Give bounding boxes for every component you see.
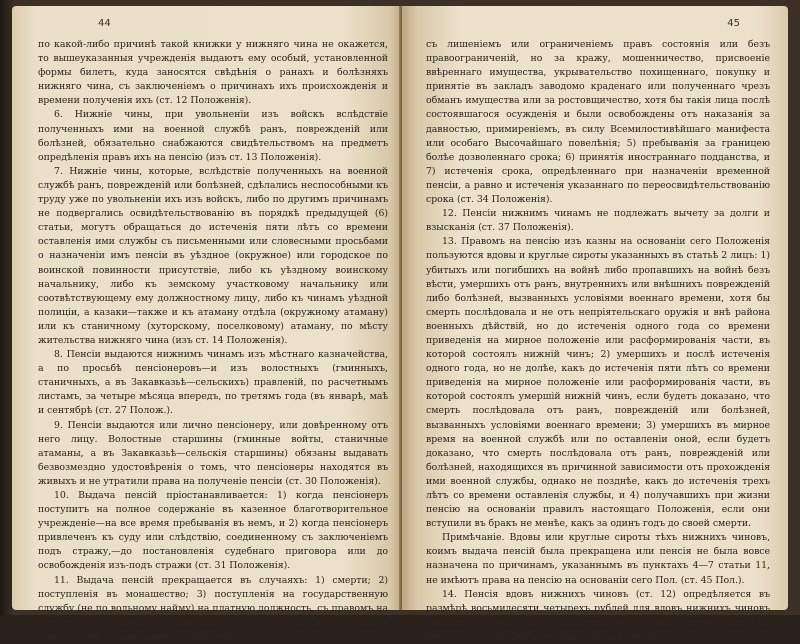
page-number: 45	[727, 18, 740, 29]
paragraph: 12. Пенсіи нижнимъ чинамъ не подлежатъ вычету за долги и взысканія (ст. 37 Положенія).	[426, 208, 770, 234]
paragraph: 10. Выдача пенсій пріостанавливается: 1) когда пенсіонеръ поступитъ на полное содержаніе въ казенное благотворительное учрежденіе—на все время пребыванія въ немъ, и 2) когда пенсіонеръ привлеченъ къ суду или слѣдствію, соединенному съ заключеніемъ подъ стражу,—до постановленія судебнаго приговора или до освобожденія изъ-подъ стражи (ст. 31 Положенія).	[38, 490, 388, 572]
paragraph: 8. Пенсіи выдаются нижнимъ чинамъ изъ мѣстнаго казначейства, а по просьбѣ пенсіонеровъ—и изъ волостныхъ (гминныхъ, станичныхъ, а въ Закавказьѣ—сельскихъ) правленій, по расчетнымъ листамъ, за четыре мѣсяца впередъ, по третямъ года (въ январѣ, маѣ и сентябрѣ (ст. 27 Полож.).	[38, 349, 388, 417]
right-page	[402, 6, 788, 642]
paragraph: 9. Пенсіи выдаются или лично пенсіонеру, или довѣренному отъ него лицу. Волостные старшины (гминные войты, станичные атаманы, а въ Закавказьѣ—сельскія старшины) обязаны выдавать безвозмездно удостовѣренія о томъ, что пенсіонеры находятся въ живыхъ и не утратили права на полученіе пенсіи (ст. 30 Положенія).	[38, 419, 388, 487]
paragraph: по какой-либо причинѣ такой книжки у нижняго чина не окажется, то вышеуказанныя учрежденія выдаютъ ему особый, установленной формы билетъ, куда заносятся свѣдѣнія о ранахъ и болѣзняхъ нижняго чина, съ заключеніемъ о причинахъ ихъ происхожденія и времени полученія ихъ (ст. 12 Положенія).	[38, 39, 388, 107]
paragraph: съ лишеніемъ или ограниченіемъ правъ состоянія или безъ правоограниченій, но за кражу, мошенничество, присвоеніе ввѣреннаго имущества, укрывательство похищеннаго, покупку и принятіе въ закладъ заводомо краденаго или полученнаго чрезъ обманъ имущества или за ростовщичество, хотя бы такія лица послѣ состоявшагося осужденія и были освобождены отъ наказанія за давностью, примиреніемъ, въ силу Всемилостивѣйшаго манифеста или особаго Высочайшаго повелѣнія; 5) пребыванія за границею болѣе дозволеннаго срока; 6) принятія иностраннаго подданства, и 7) истеченія срока, опредѣленнаго при назначеніи временной пенсіи, а равно и истеченія указаннаго по переосвидѣтельствованію срока (ст. 34 Положенія).	[426, 39, 770, 206]
page-text	[426, 38, 770, 644]
paragraph: 14. Пенсія вдовъ нижнихъ чиновъ (ст. 12) опредѣляется въ размѣрѣ восьмидесяти четырехъ рублей для вдовъ нижнихъ чиновъ высшихъ званій, прослужившихъ не менѣе пяти лѣтъ на сверхсрочной службѣ, шестидесяти рублей для	[426, 588, 770, 642]
paragraph: 11. Выдача пенсій прекращается въ случаяхъ: 1) смерти; 2) поступленія въ монашество; 3) поступленія на государственную службу (не по вольному найму) на платную должность, съ правомъ на пенсію по общимъ правиламъ; 4) присужденія судебнымъ приговоромъ къ наказанію, соединенному	[38, 574, 388, 642]
paragraph: 7. Нижніе чины, которые, вслѣдствіе полученныхъ на военной службѣ ранъ, поврежденій или болѣзней, сдѣлались неспособными къ труду уже по увольненіи ихъ изъ войскъ, либо по другимъ причинамъ не подвергались освидѣтельствованію въ порядкѣ предыдущей (6) статьи, могутъ обращаться до истеченія пяти лѣтъ со времени оставленія ими службы съ письменными или словесными просьбами о назначеніи имъ пенсіи въ уѣздное (окружное) или городское по воинской повинности присутствіе, либо къ уѣздному воинскому начальнику, либо къ земскому участковому начальнику или соотвѣтствующему ему должностному лицу, либо къ чинамъ уѣздной полиціи, а казаки—также и къ атаману отдѣла (окружному атаману) или къ станичному (хуторскому, поселковому) атаману, по мѣсту жительства нижняго чина (изъ ст. 14 Положенія).	[38, 165, 388, 346]
left-page	[12, 6, 402, 642]
note-paragraph: Примѣчаніе. Вдовы или круглые сироты тѣхъ нижнихъ чиновъ, коимъ выдача пенсій была прекращена или пенсія не была вовсе назначена по причинамъ, указаннымъ въ пунктахъ 4—7 статьи 11, не имѣютъ права на пенсію на основаніи сего Пол. (ст. 45 Пол.).	[426, 532, 770, 586]
page-text	[38, 38, 388, 644]
paragraph: 6. Нижніе чины, при увольненіи изъ войскъ вслѣдствіе полученныхъ ими на военной службѣ ранъ, поврежденій или болѣзней, обязательно снабжаются свидѣтельствомъ на предметъ опредѣленія правъ ихъ на пенсію (изъ ст. 13 Положенія).	[38, 109, 388, 163]
paragraph: 13. Правомъ на пенсію изъ казны на основаніи сего Положенія пользуются вдовы и круглые сироты указанныхъ въ статьѣ 2 лицъ: 1) убитыхъ или погибшихъ на войнѣ либо пропавшихъ на войнѣ безъ вѣсти, умершихъ отъ ранъ, внутреннихъ или внѣшнихъ поврежденій либо болѣзней, вызванныхъ условіями военнаго времени, хотя бы смерть послѣдовала и не отъ непріятельскаго оружія и внѣ района военныхъ дѣйствій, но до истеченія одного года со времени приведенія на мирное положеніе или расформированія части, въ которой состоялъ нижній чинъ; 2) умершихъ и послѣ истеченія одного года, но не долѣе, какъ до истеченія пяти лѣтъ со времени приведенія на мирное положеніе или расформированія части, въ которой состоялъ умершій нижній чинъ, если будетъ доказано, что смерть послѣдовала отъ ранъ, поврежденій или болѣзней, вызванныхъ условіями военнаго времени; 3) умершихъ въ мирное время на военной службѣ или по оставленіи оной, если будетъ доказано, что смерть послѣдовала отъ ранъ, поврежденій или болѣзней, находящихся въ причинной зависимости отъ прохожденія ими военной службы, однако не позднѣе, какъ до истеченія трехъ лѣтъ со времени оставленія службы, и 4) получавшихъ при жизни пенсію на основаніи правилъ настоящаго Положенія, если они вступили въ бракъ не менѣе, какъ за одинъ годъ до своей смерти.	[426, 236, 770, 530]
page-number: 44	[98, 18, 111, 29]
